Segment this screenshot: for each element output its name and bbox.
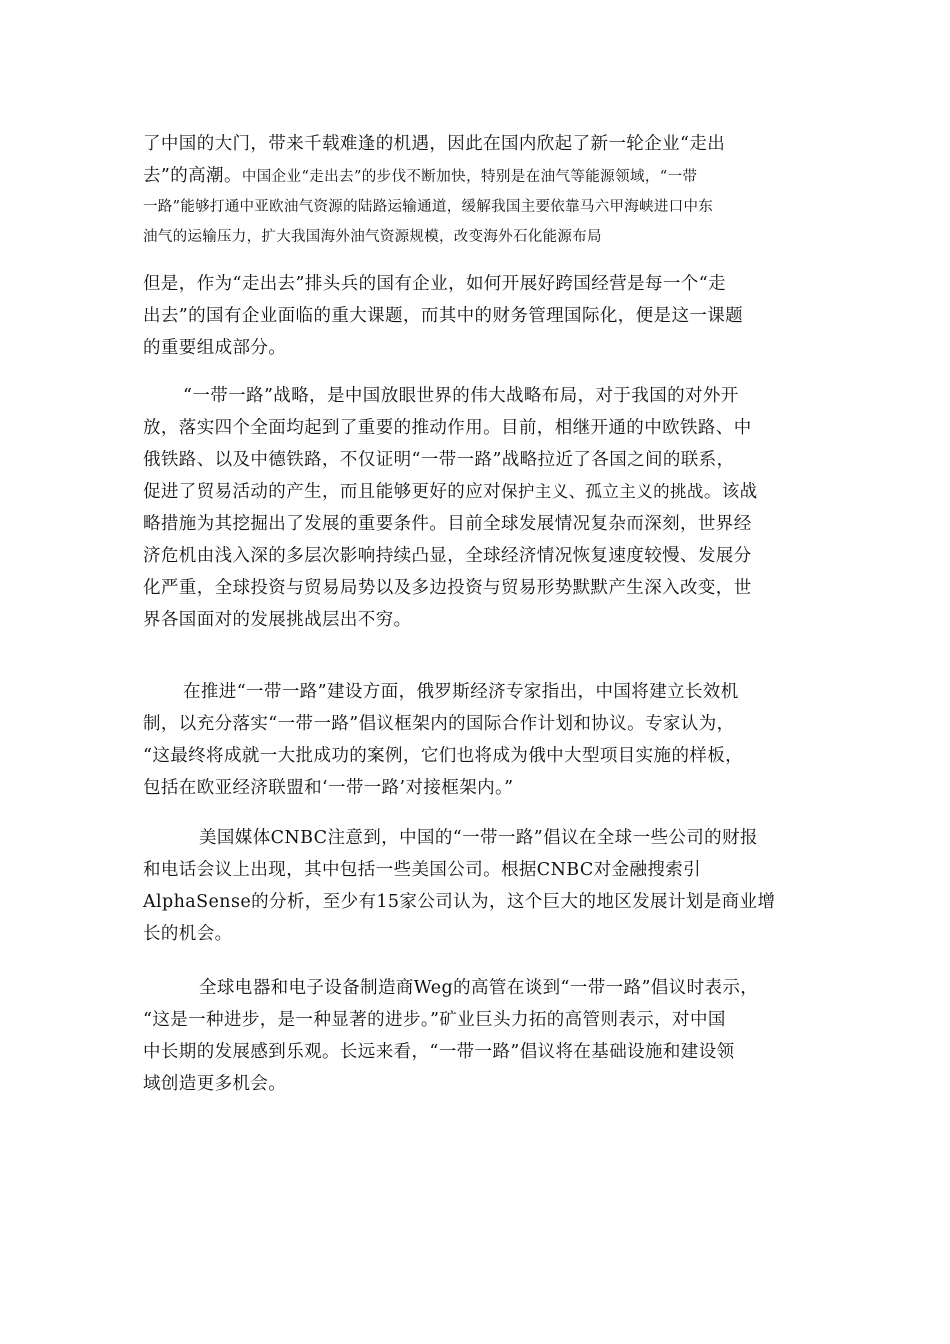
text-line: AlphaSense的分析，至少有15家公司认为，这个巨大的地区发展计划是商业增 bbox=[143, 892, 776, 912]
text-line: 的重要组成部分。 bbox=[143, 338, 287, 358]
text-segment: 促进了贸易活动的产生，而且能够更好的应对 bbox=[143, 482, 501, 502]
text-line: “一带一路”战略，是中国放眼世界的伟大战略布局，对于我国的对外开 bbox=[183, 386, 739, 406]
text-line: 制，以充分落实“一带一路”倡议框架内的国际合作计划和协议。专家认为， bbox=[143, 714, 735, 734]
text-line: 长的机会。 bbox=[143, 924, 233, 944]
paragraph-soe-challenge bbox=[143, 268, 803, 364]
text-line: 出去”的国有企业面临的重大课题，而其中的财务管理国际化，便是这一课题 bbox=[143, 306, 744, 326]
text-line: 油气的运输压力，扩大我国海外油气资源规模，改变海外石化能源布局 bbox=[143, 229, 602, 245]
text-line: 域创造更多机会。 bbox=[143, 1074, 287, 1094]
paragraph-belt-road-strategy bbox=[143, 380, 803, 636]
text-line: 化严重，全球投资与贸易局势以及多边投资与贸易形势默默产生深入改变，世 bbox=[143, 578, 752, 598]
text-line: 但是，作为“走出去”排头兵的国有企业，如何开展好跨国经营是每一个“走 bbox=[143, 274, 726, 294]
text-line: 美国媒体CNBC注意到，中国的“一带一路”倡议在全球一些公司的财报 bbox=[199, 828, 758, 848]
text-segment-small: 中国企业“走出去”的步伐不断加快，特别是在油气等能源领域，“一带 bbox=[241, 169, 698, 185]
text-line bbox=[143, 160, 803, 192]
text-line: 全球电器和电子设备制造商Weg的高管在谈到“一带一路”倡议时表示， bbox=[199, 978, 759, 998]
text-line: “这是一种进步，是一种显著的进步。”矿业巨头力拓的高管则表示，对中国 bbox=[143, 1010, 726, 1030]
text-line: 在推进“一带一路”建设方面，俄罗斯经济专家指出，中国将建立长效机 bbox=[183, 682, 739, 702]
paragraph-cnbc bbox=[143, 822, 803, 950]
paragraph-going-global bbox=[143, 128, 803, 252]
text-line: 略措施为其挖掘出了发展的重要条件。目前全球发展情况复杂而深刻，世界经 bbox=[143, 514, 752, 534]
text-segment: 去”的高潮。 bbox=[143, 166, 242, 186]
text-line: 中长期的发展感到乐观。长远来看，“一带一路”倡议将在基础设施和建设领 bbox=[143, 1042, 735, 1062]
text-line: “这最终将成就一大批成功的案例，它们也将成为俄中大型项目实施的样板， bbox=[143, 746, 744, 766]
highlighted-phrase: 保护主义、孤立主义的挑战 bbox=[501, 482, 704, 501]
paragraph-weg-rio-tinto bbox=[143, 972, 803, 1100]
text-line bbox=[143, 476, 803, 508]
text-line: 包括在欧亚经济联盟和‘一带一路’对接框架内。” bbox=[143, 778, 514, 798]
text-line: 一路”能够打通中亚欧油气资源的陆路运输通道，缓解我国主要依靠马六甲海峡进口中东 bbox=[143, 199, 714, 215]
text-line: 济危机由浅入深的多层次影响持续凸显，全球经济情况恢复速度较慢、发展分 bbox=[143, 546, 752, 566]
text-line: 了中国的大门，带来千载难逢的机遇，因此在国内欣起了新一轮企业“走出 bbox=[143, 134, 726, 154]
text-line: 放，落实四个全面均起到了重要的推动作用。目前，相继开通的中欧铁路、中 bbox=[143, 418, 752, 438]
text-line: 俄铁路、以及中德铁路，不仅证明“一带一路”战略拉近了各国之间的联系， bbox=[143, 450, 735, 470]
paragraph-russian-expert bbox=[143, 676, 803, 804]
text-line: 和电话会议上出现，其中包括一些美国公司。根据CNBC对金融搜索引 bbox=[143, 860, 702, 880]
text-segment: 。该战 bbox=[703, 482, 758, 502]
text-line: 界各国面对的发展挑战层出不穷。 bbox=[143, 610, 412, 630]
